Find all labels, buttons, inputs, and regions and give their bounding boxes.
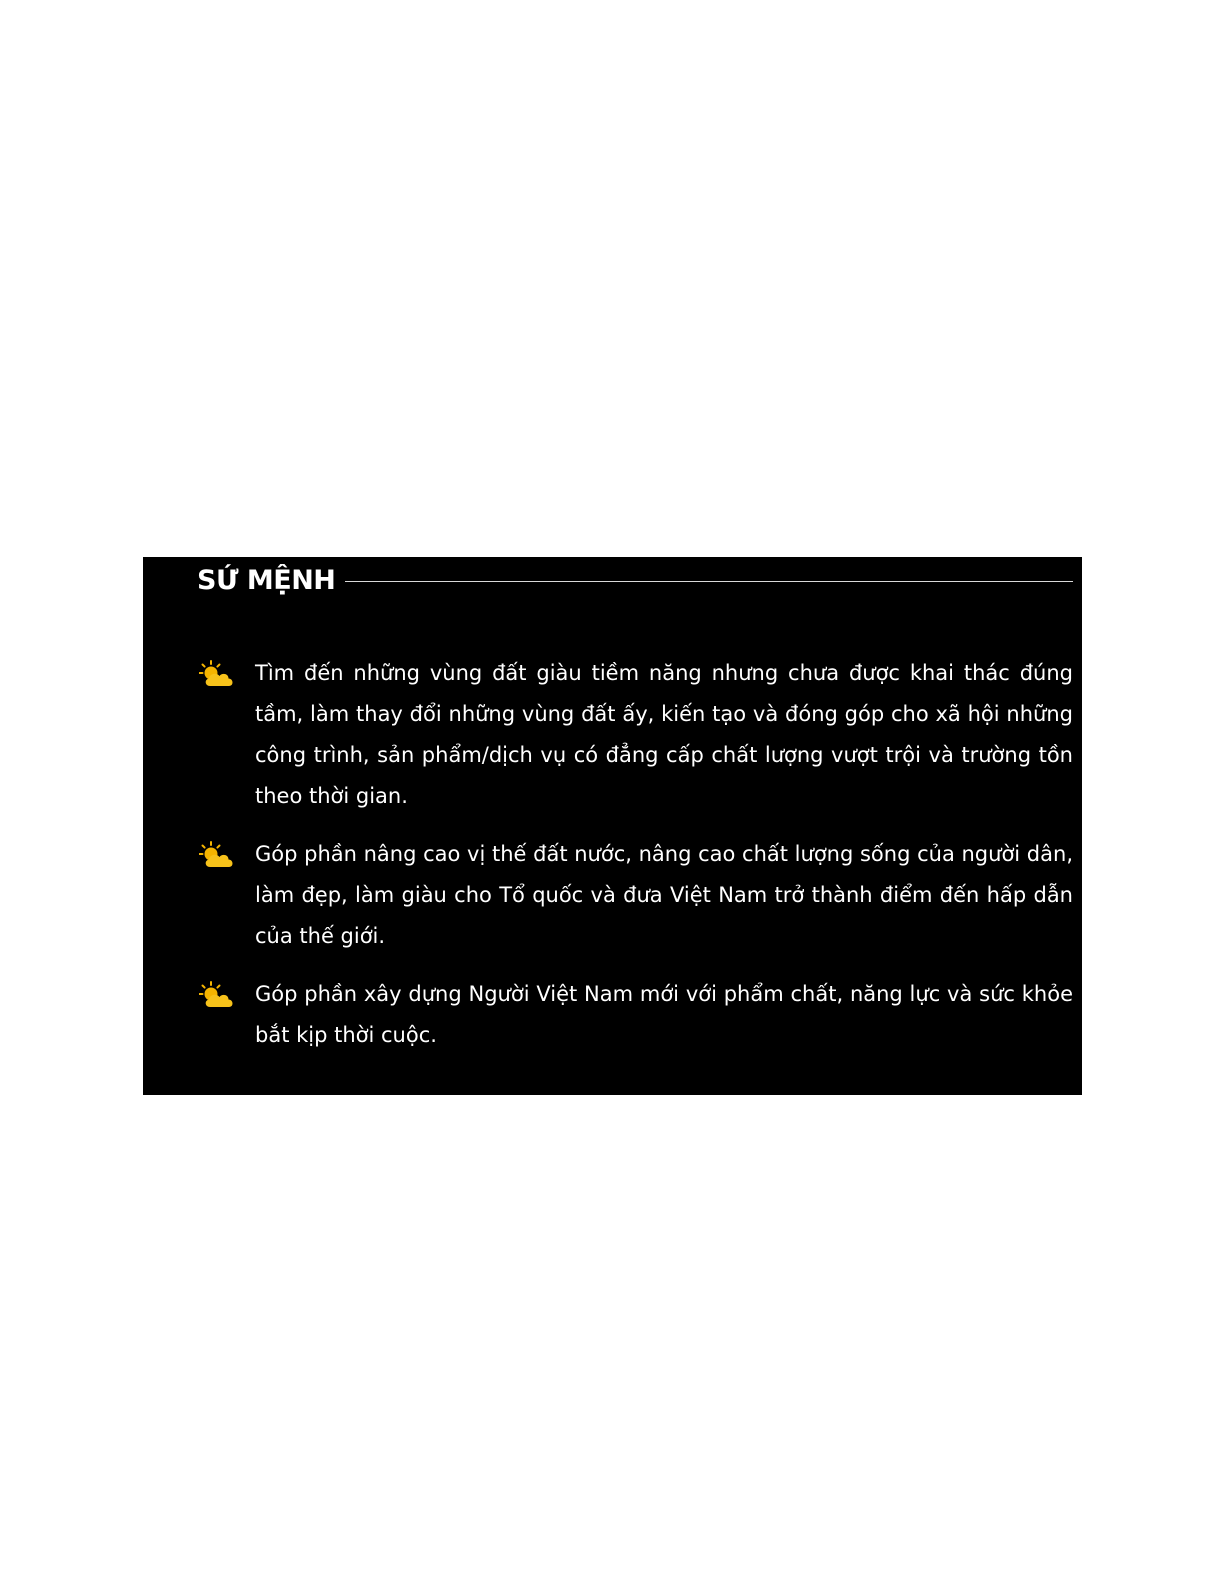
mission-item-text: Góp phần nâng cao vị thế đất nước, nâng cao chất lượng sống của người dân, làm đẹp, làm giàu cho Tổ quốc và đưa Việt Nam trở thành điểm đến hấp dẫn của thế giới.	[255, 842, 1073, 948]
mission-card	[143, 557, 1082, 1095]
mission-item-text: Tìm đến những vùng đất giàu tiềm năng nhưng chưa được khai thác đúng tầm, làm thay đổi những vùng đất ấy, kiến tạo và đóng góp cho xã hội những công trình, sản phẩm/dịch vụ có đẳng cấp chất lượng vượt trội và trường tồn theo thời gian.	[255, 661, 1073, 808]
mission-item-text: Góp phần xây dựng Người Việt Nam mới với phẩm chất, năng lực và sức khỏe bắt kịp thời cuộc.	[255, 982, 1073, 1047]
sun-behind-cloud-icon	[199, 660, 235, 688]
mission-header	[197, 563, 1073, 599]
mission-list	[199, 653, 1073, 1073]
mission-item	[199, 653, 1073, 817]
mission-item	[199, 974, 1073, 1056]
mission-item	[199, 834, 1073, 957]
title-divider	[345, 581, 1073, 582]
sun-behind-cloud-icon	[199, 981, 235, 1009]
mission-title: SỨ MỆNH	[197, 565, 336, 596]
sun-behind-cloud-icon	[199, 841, 235, 869]
